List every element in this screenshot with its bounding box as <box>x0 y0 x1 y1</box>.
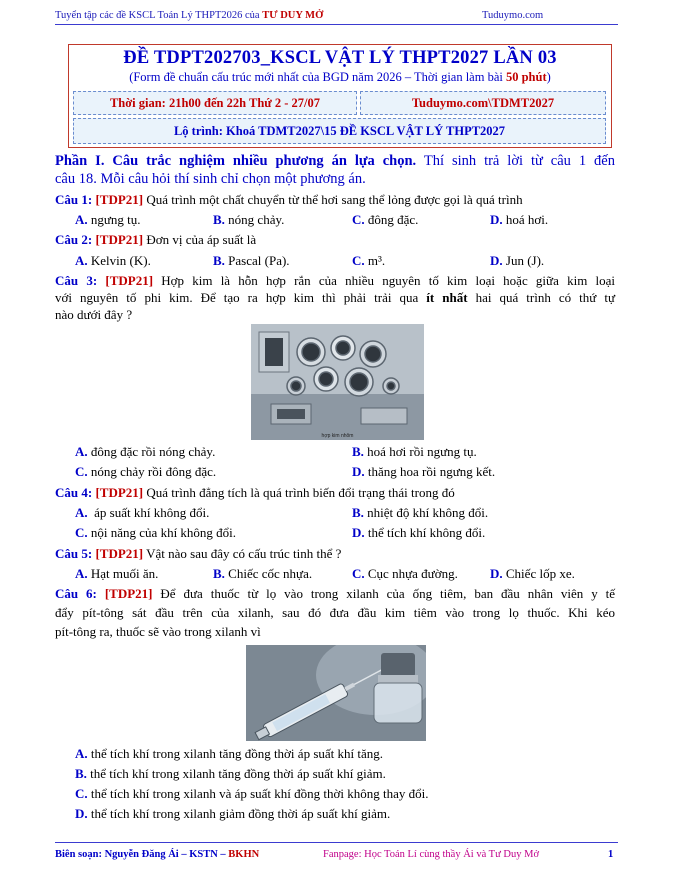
q4-option-a[interactable]: A. áp suất khí không đổi. <box>75 505 210 520</box>
q5-option-c[interactable]: C. Cục nhựa đường. <box>352 566 458 581</box>
q2-option-a[interactable]: A. Kelvin (K). <box>75 253 151 268</box>
exam-subtitle: (Form đề chuẩn cấu trúc mới nhất của BGD năm 2026 – Thời gian làm bài 50 phút) <box>129 70 551 84</box>
q1-option-a[interactable]: A. ngưng tụ. <box>75 212 141 227</box>
part1-intro: Thí sinh trả lời từ câu 1 đến <box>423 153 615 169</box>
q6-option-c[interactable]: C. thể tích khí trong xilanh và áp suất khí đồng thời không thay đổi. <box>75 786 429 801</box>
q4-option-d[interactable]: D. thể tích khí không đổi. <box>352 525 486 540</box>
page-header <box>55 6 618 25</box>
part1-heading-line <box>55 153 615 169</box>
aluminum-alloy-image <box>251 324 424 440</box>
question-6: Câu 6: [TDP21] Để đưa thuốc từ lọ vào trong xilanh của ống tiêm, ban đầu nhân viên y tế <box>55 586 616 601</box>
exam-site: Tuduymo.com\TDMT2027 <box>360 91 606 115</box>
syringe-vial-image <box>246 645 426 741</box>
q4-option-b[interactable]: B. nhiệt độ khí không đổi. <box>352 505 489 520</box>
q6-option-a[interactable]: A. thể tích khí trong xilanh tăng đồng thời áp suất khí tăng. <box>75 746 383 761</box>
q6-option-d[interactable]: D. thể tích khí trong xilanh giảm đồng thời áp suất khí giảm. <box>75 806 391 821</box>
q6-option-b[interactable]: B. thể tích khí trong xilanh tăng đồng thời áp suất khí giảm. <box>75 766 386 781</box>
question-6-line2: đẩy pít-tông sát đầu trên của xilanh, sau đó đưa đầu kim tiêm vào trong lọ thuốc. Khi kéo <box>55 605 615 620</box>
question-6-line3: pít-tông ra, thuốc sẽ vào trong xilanh vì <box>55 624 261 639</box>
question-3-line3: nào dưới đây ? <box>55 307 133 322</box>
part1-heading: Phần I. Câu trắc nghiệm nhiều phương án lựa chọn. <box>55 153 417 169</box>
q5-option-a[interactable]: A. Hạt muối ăn. <box>75 566 159 581</box>
q1-option-d[interactable]: D. hoá hơi. <box>490 212 549 227</box>
footer-fanpage[interactable]: Fanpage: Học Toán Lí cùng thầy Ái và Tư Duy Mở <box>323 849 539 860</box>
q5-option-d[interactable]: D. Chiếc lốp xe. <box>490 566 575 581</box>
q3-option-b[interactable]: B. hoá hơi rồi ngưng tụ. <box>352 444 477 459</box>
q1-option-c[interactable]: C. đông đặc. <box>352 212 419 227</box>
q2-option-d[interactable]: D. Jun (J). <box>490 253 545 268</box>
header-site[interactable]: Tuduymo.com <box>482 10 544 21</box>
q2-option-b[interactable]: B. Pascal (Pa). <box>213 253 290 268</box>
q3-option-c[interactable]: C. nóng chảy rồi đông đặc. <box>75 464 217 479</box>
footer-school: BKHN <box>228 849 260 860</box>
exam-time: Thời gian: 21h00 đến 22h Thứ 2 - 27/07 <box>73 91 357 115</box>
question-5: Câu 5: [TDP21] Vật nào sau đây có cấu trúc tinh thể ? <box>55 546 342 561</box>
question-2: Câu 2: [TDP21] Đơn vị của áp suất là <box>55 232 257 247</box>
question-3-line2: với nguyên tố phi kim. Để tạo ra hợp kim thì phải trải qua ít nhất hai quá trình có thứ tự <box>55 290 616 305</box>
header-left: Tuyển tập các đề KSCL Toán Lý THPT2026 của TƯ DUY MỞ <box>55 10 324 21</box>
question-4: Câu 4: [TDP21] Quá trình đẳng tích là quá trình biến đổi trạng thái trong đó <box>55 485 455 500</box>
page-number: 1 <box>608 849 614 860</box>
question-1: Câu 1: [TDP21] Quá trình một chất chuyển từ thể hơi sang thể lỏng được gọi là quá trình <box>55 192 523 207</box>
footer-author: Biên soạn: Nguyễn Đăng Ái – KSTN – BKHN <box>55 849 260 860</box>
exam-title-box <box>68 44 612 148</box>
q3-option-a[interactable]: A. đông đặc rồi nóng chảy. <box>75 444 216 459</box>
header-brand: TƯ DUY MỞ <box>262 10 324 21</box>
exam-title: ĐỀ TDPT202703_KSCL VẬT LÝ THPT2027 LẦN 03 <box>123 48 557 68</box>
image-caption: hợp kim nhôm <box>321 433 354 439</box>
syringe-illustration <box>246 645 426 741</box>
exam-route: Lộ trình: Khoá TDMT2027\15 ĐỀ KSCL VẬT LÝ THPT2027 <box>73 118 606 144</box>
metal-pipes-illustration <box>251 324 424 440</box>
q5-option-b[interactable]: B. Chiếc cốc nhựa. <box>213 566 313 581</box>
part1-intro-2: câu 18. Mỗi câu hỏi thí sinh chỉ chọn một phương án. <box>55 171 366 187</box>
exam-duration: 50 phút <box>505 70 547 84</box>
q2-option-c[interactable]: C. m³. <box>352 253 386 268</box>
q1-option-b[interactable]: B. nóng chảy. <box>213 212 285 227</box>
question-3: Câu 3: [TDP21] Hợp kim là hỗn hợp rắn của nhiều nguyên tố kim loại hoặc giữa kim loại <box>55 273 616 288</box>
page-footer <box>55 842 618 863</box>
q3-option-d[interactable]: D. thăng hoa rồi ngưng kết. <box>352 464 496 479</box>
q4-option-c[interactable]: C. nội năng của khí không đổi. <box>75 525 237 540</box>
